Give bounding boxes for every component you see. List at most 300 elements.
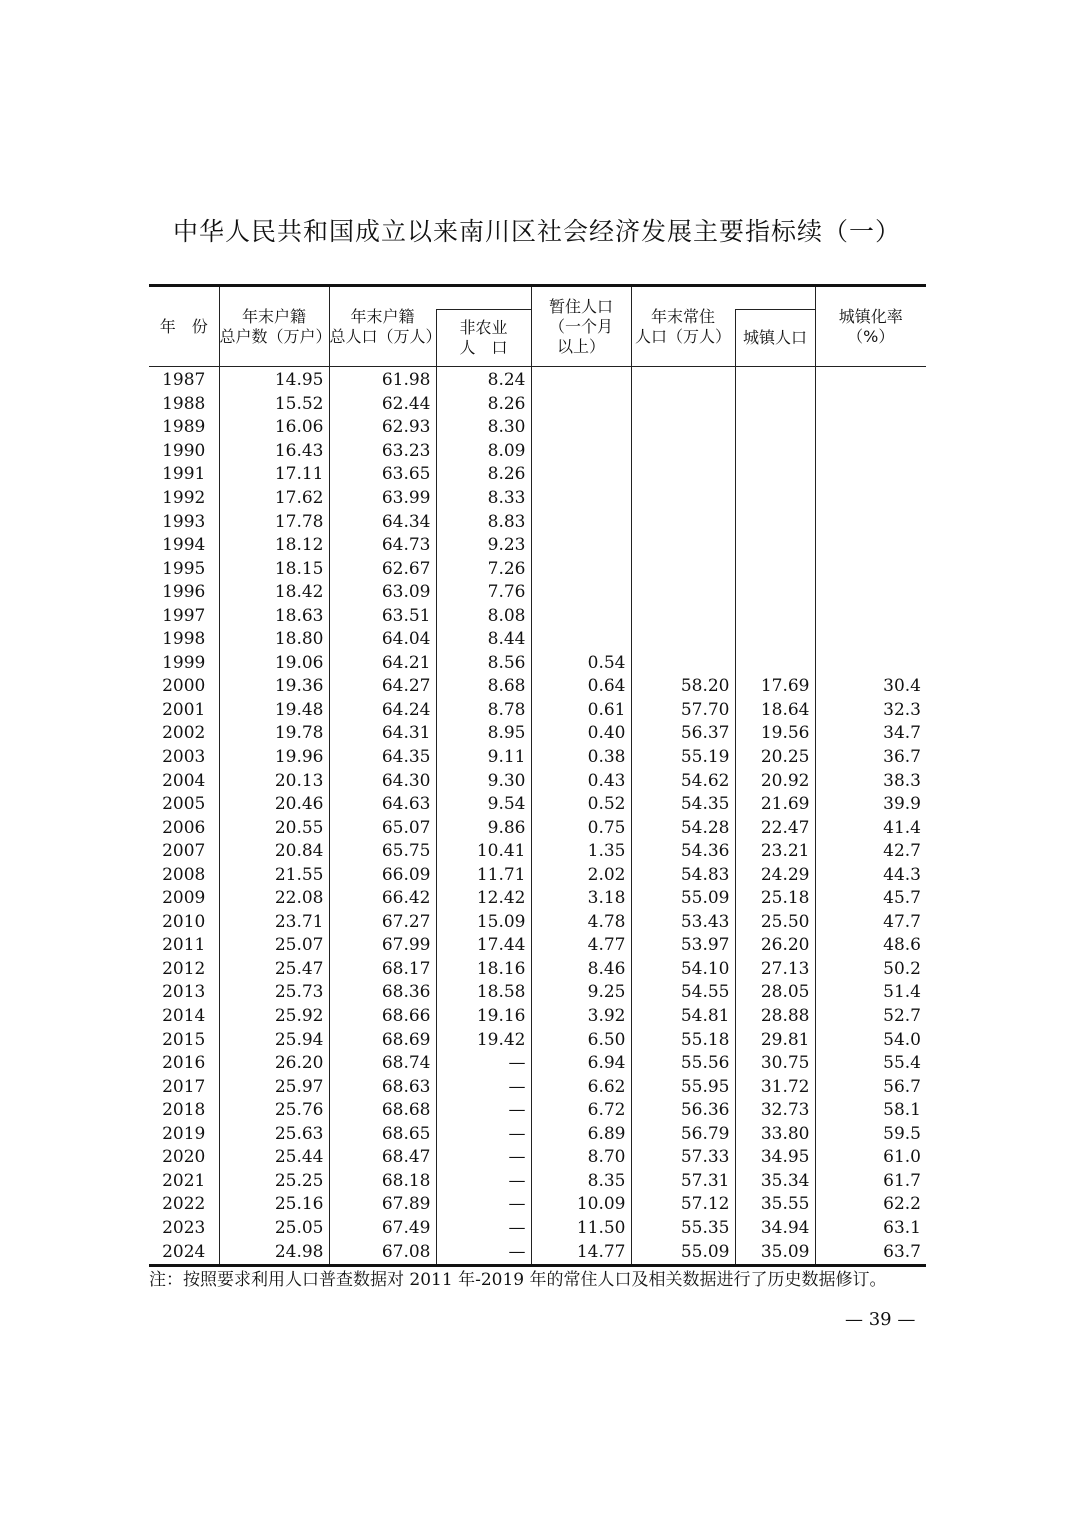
cell-urban-pop bbox=[735, 510, 815, 534]
cell-households: 23.71 bbox=[219, 911, 329, 935]
cell-urban-rate: 50.2 bbox=[815, 958, 926, 982]
cell-urban-pop: 28.05 bbox=[735, 981, 815, 1005]
cell-res-pop bbox=[631, 510, 735, 534]
table-row bbox=[149, 722, 926, 746]
cell-nonagri: — bbox=[436, 1123, 531, 1147]
cell-households: 20.46 bbox=[219, 793, 329, 817]
table-row bbox=[149, 652, 926, 676]
cell-households: 18.15 bbox=[219, 557, 329, 581]
cell-reg-pop: 63.99 bbox=[329, 487, 436, 511]
cell-res-pop: 56.37 bbox=[631, 722, 735, 746]
cell-year: 1999 bbox=[162, 652, 206, 673]
cell-households: 16.43 bbox=[219, 440, 329, 464]
cell-temp-pop: 4.77 bbox=[531, 934, 631, 958]
cell-urban-pop: 19.56 bbox=[735, 722, 815, 746]
cell-temp-pop bbox=[531, 367, 631, 393]
cell-urban-rate bbox=[815, 440, 926, 464]
cell-urban-rate: 32.3 bbox=[815, 699, 926, 723]
cell-reg-pop: 67.89 bbox=[329, 1193, 436, 1217]
cell-temp-pop: 6.50 bbox=[531, 1028, 631, 1052]
cell-urban-rate: 54.0 bbox=[815, 1028, 926, 1052]
cell-reg-pop: 68.65 bbox=[329, 1123, 436, 1147]
cell-nonagri: 8.83 bbox=[436, 510, 531, 534]
cell-year: 2017 bbox=[162, 1076, 206, 1097]
cell-households: 25.73 bbox=[219, 981, 329, 1005]
cell-urban-pop: 27.13 bbox=[735, 958, 815, 982]
cell-households: 17.11 bbox=[219, 463, 329, 487]
cell-reg-pop: 68.47 bbox=[329, 1146, 436, 1170]
cell-temp-pop: 10.09 bbox=[531, 1193, 631, 1217]
cell-urban-rate: 61.7 bbox=[815, 1170, 926, 1194]
cell-res-pop bbox=[631, 652, 735, 676]
table-row bbox=[149, 1075, 926, 1099]
header-temporary-population: 暂住人口 （一个月 以上） bbox=[531, 286, 631, 367]
cell-urban-rate bbox=[815, 393, 926, 417]
table-row bbox=[149, 463, 926, 487]
table-row bbox=[149, 1217, 926, 1241]
cell-reg-pop: 62.67 bbox=[329, 557, 436, 581]
cell-temp-pop: 6.94 bbox=[531, 1052, 631, 1076]
table-row bbox=[149, 1146, 926, 1170]
cell-nonagri: 8.33 bbox=[436, 487, 531, 511]
cell-year: 2001 bbox=[162, 699, 206, 720]
table-row bbox=[149, 863, 926, 887]
cell-nonagri: 9.11 bbox=[436, 746, 531, 770]
table-row bbox=[149, 367, 926, 393]
cell-nonagri: 8.95 bbox=[436, 722, 531, 746]
cell-year: 2008 bbox=[162, 864, 206, 885]
cell-temp-pop: 6.89 bbox=[531, 1123, 631, 1147]
cell-urban-rate bbox=[815, 581, 926, 605]
cell-res-pop: 57.31 bbox=[631, 1170, 735, 1194]
cell-nonagri: 8.44 bbox=[436, 628, 531, 652]
cell-res-pop: 53.97 bbox=[631, 934, 735, 958]
cell-households: 25.05 bbox=[219, 1217, 329, 1241]
cell-households: 25.97 bbox=[219, 1075, 329, 1099]
cell-urban-pop: 35.09 bbox=[735, 1240, 815, 1265]
cell-res-pop: 54.83 bbox=[631, 863, 735, 887]
table-row bbox=[149, 534, 926, 558]
cell-households: 25.25 bbox=[219, 1170, 329, 1194]
cell-households: 26.20 bbox=[219, 1052, 329, 1076]
cell-urban-rate bbox=[815, 367, 926, 393]
cell-res-pop bbox=[631, 416, 735, 440]
cell-res-pop: 55.09 bbox=[631, 887, 735, 911]
cell-urban-rate bbox=[815, 557, 926, 581]
cell-temp-pop bbox=[531, 581, 631, 605]
cell-nonagri: 8.56 bbox=[436, 652, 531, 676]
cell-households: 18.63 bbox=[219, 604, 329, 628]
cell-households: 25.47 bbox=[219, 958, 329, 982]
cell-res-pop: 57.12 bbox=[631, 1193, 735, 1217]
cell-urban-rate bbox=[815, 628, 926, 652]
table-row bbox=[149, 981, 926, 1005]
table-row bbox=[149, 557, 926, 581]
cell-temp-pop bbox=[531, 510, 631, 534]
cell-households: 14.95 bbox=[219, 367, 329, 393]
cell-urban-rate bbox=[815, 604, 926, 628]
footnote: 注：按照要求利用人口普查数据对 2011 年-2019 年的常住人口及相关数据进行了历史数据修订。 bbox=[149, 1270, 887, 1290]
cell-households: 19.36 bbox=[219, 675, 329, 699]
cell-nonagri: 9.23 bbox=[436, 534, 531, 558]
cell-year: 2006 bbox=[162, 817, 206, 838]
cell-urban-pop bbox=[735, 534, 815, 558]
cell-urban-pop: 20.92 bbox=[735, 769, 815, 793]
cell-urban-rate: 34.7 bbox=[815, 722, 926, 746]
table-row bbox=[149, 934, 926, 958]
cell-households: 19.96 bbox=[219, 746, 329, 770]
cell-temp-pop: 8.35 bbox=[531, 1170, 631, 1194]
cell-households: 19.06 bbox=[219, 652, 329, 676]
cell-urban-rate: 61.0 bbox=[815, 1146, 926, 1170]
cell-res-pop: 55.95 bbox=[631, 1075, 735, 1099]
table-row bbox=[149, 1193, 926, 1217]
cell-households: 20.13 bbox=[219, 769, 329, 793]
cell-res-pop bbox=[631, 557, 735, 581]
cell-urban-rate: 62.2 bbox=[815, 1193, 926, 1217]
cell-temp-pop: 0.75 bbox=[531, 816, 631, 840]
table-row bbox=[149, 440, 926, 464]
table-row bbox=[149, 487, 926, 511]
cell-temp-pop: 2.02 bbox=[531, 863, 631, 887]
cell-nonagri: 9.30 bbox=[436, 769, 531, 793]
cell-urban-pop: 25.18 bbox=[735, 887, 815, 911]
cell-urban-rate bbox=[815, 416, 926, 440]
cell-res-pop: 55.09 bbox=[631, 1240, 735, 1265]
cell-temp-pop: 0.43 bbox=[531, 769, 631, 793]
cell-res-pop: 54.55 bbox=[631, 981, 735, 1005]
table-row bbox=[149, 958, 926, 982]
cell-year: 2013 bbox=[162, 982, 206, 1003]
cell-res-pop bbox=[631, 534, 735, 558]
cell-temp-pop bbox=[531, 440, 631, 464]
cell-nonagri: 12.42 bbox=[436, 887, 531, 911]
cell-urban-pop: 25.50 bbox=[735, 911, 815, 935]
cell-urban-pop bbox=[735, 604, 815, 628]
header-registered-population: 年末户籍 总人口（万人） bbox=[329, 286, 436, 367]
cell-nonagri: 8.08 bbox=[436, 604, 531, 628]
cell-urban-pop: 34.94 bbox=[735, 1217, 815, 1241]
cell-year: 2003 bbox=[162, 747, 206, 768]
cell-year: 1992 bbox=[162, 488, 206, 508]
cell-urban-rate: 52.7 bbox=[815, 1005, 926, 1029]
cell-nonagri: — bbox=[436, 1170, 531, 1194]
cell-urban-rate: 39.9 bbox=[815, 793, 926, 817]
cell-temp-pop: 0.54 bbox=[531, 652, 631, 676]
cell-nonagri: 15.09 bbox=[436, 911, 531, 935]
cell-urban-pop: 35.55 bbox=[735, 1193, 815, 1217]
cell-urban-pop bbox=[735, 440, 815, 464]
cell-urban-pop: 21.69 bbox=[735, 793, 815, 817]
cell-nonagri: — bbox=[436, 1099, 531, 1123]
cell-reg-pop: 68.66 bbox=[329, 1005, 436, 1029]
cell-urban-pop: 34.95 bbox=[735, 1146, 815, 1170]
table-row bbox=[149, 1123, 926, 1147]
cell-nonagri: 11.71 bbox=[436, 863, 531, 887]
cell-households: 25.07 bbox=[219, 934, 329, 958]
cell-res-pop: 55.56 bbox=[631, 1052, 735, 1076]
table-row bbox=[149, 510, 926, 534]
cell-reg-pop: 66.42 bbox=[329, 887, 436, 911]
cell-reg-pop: 62.44 bbox=[329, 393, 436, 417]
table-row bbox=[149, 604, 926, 628]
cell-reg-pop: 64.30 bbox=[329, 769, 436, 793]
cell-temp-pop: 8.46 bbox=[531, 958, 631, 982]
cell-year: 2018 bbox=[162, 1100, 206, 1121]
cell-reg-pop: 68.36 bbox=[329, 981, 436, 1005]
table-row bbox=[149, 393, 926, 417]
cell-reg-pop: 64.35 bbox=[329, 746, 436, 770]
cell-res-pop: 54.36 bbox=[631, 840, 735, 864]
cell-res-pop: 57.33 bbox=[631, 1146, 735, 1170]
cell-urban-rate bbox=[815, 534, 926, 558]
cell-nonagri: — bbox=[436, 1240, 531, 1265]
cell-year: 1987 bbox=[162, 370, 206, 391]
cell-reg-pop: 68.63 bbox=[329, 1075, 436, 1099]
cell-urban-pop bbox=[735, 581, 815, 605]
cell-reg-pop: 67.49 bbox=[329, 1217, 436, 1241]
cell-reg-pop: 63.51 bbox=[329, 604, 436, 628]
cell-urban-rate: 51.4 bbox=[815, 981, 926, 1005]
page-number: — 39 — bbox=[845, 1309, 916, 1330]
cell-nonagri: — bbox=[436, 1052, 531, 1076]
cell-nonagri: 8.09 bbox=[436, 440, 531, 464]
cell-urban-pop bbox=[735, 393, 815, 417]
cell-res-pop: 56.36 bbox=[631, 1099, 735, 1123]
cell-urban-rate: 38.3 bbox=[815, 769, 926, 793]
cell-year: 2009 bbox=[162, 888, 206, 909]
cell-nonagri: 9.54 bbox=[436, 793, 531, 817]
cell-year: 2022 bbox=[162, 1194, 206, 1215]
table-row bbox=[149, 1099, 926, 1123]
cell-year: 2010 bbox=[162, 911, 206, 932]
cell-temp-pop: 11.50 bbox=[531, 1217, 631, 1241]
cell-nonagri: 9.86 bbox=[436, 816, 531, 840]
cell-reg-pop: 63.09 bbox=[329, 581, 436, 605]
cell-year: 1998 bbox=[162, 629, 206, 650]
cell-nonagri: 19.42 bbox=[436, 1028, 531, 1052]
cell-year: 2019 bbox=[162, 1123, 206, 1144]
cell-temp-pop bbox=[531, 534, 631, 558]
cell-temp-pop bbox=[531, 463, 631, 487]
table-row bbox=[149, 1170, 926, 1194]
cell-reg-pop: 67.99 bbox=[329, 934, 436, 958]
cell-res-pop: 54.10 bbox=[631, 958, 735, 982]
cell-urban-pop: 35.34 bbox=[735, 1170, 815, 1194]
cell-households: 15.52 bbox=[219, 393, 329, 417]
cell-households: 20.55 bbox=[219, 816, 329, 840]
cell-urban-rate: 63.7 bbox=[815, 1240, 926, 1265]
cell-urban-rate: 59.5 bbox=[815, 1123, 926, 1147]
cell-year: 2000 bbox=[162, 676, 206, 697]
cell-households: 17.62 bbox=[219, 487, 329, 511]
cell-year: 2002 bbox=[162, 723, 206, 744]
cell-households: 18.42 bbox=[219, 581, 329, 605]
cell-temp-pop: 1.35 bbox=[531, 840, 631, 864]
cell-reg-pop: 61.98 bbox=[329, 367, 436, 393]
cell-urban-pop: 31.72 bbox=[735, 1075, 815, 1099]
cell-temp-pop: 3.92 bbox=[531, 1005, 631, 1029]
cell-urban-pop: 23.21 bbox=[735, 840, 815, 864]
cell-res-pop: 54.28 bbox=[631, 816, 735, 840]
header-urban-population: 城镇人口 bbox=[735, 310, 815, 367]
cell-res-pop bbox=[631, 487, 735, 511]
cell-reg-pop: 64.04 bbox=[329, 628, 436, 652]
cell-year: 2004 bbox=[162, 770, 206, 791]
table-row bbox=[149, 699, 926, 723]
cell-year: 1995 bbox=[162, 558, 206, 579]
cell-year: 1996 bbox=[162, 582, 206, 603]
cell-reg-pop: 67.08 bbox=[329, 1240, 436, 1265]
cell-urban-pop: 24.29 bbox=[735, 863, 815, 887]
cell-reg-pop: 68.17 bbox=[329, 958, 436, 982]
cell-urban-rate: 47.7 bbox=[815, 911, 926, 935]
cell-res-pop: 55.35 bbox=[631, 1217, 735, 1241]
cell-temp-pop: 6.62 bbox=[531, 1075, 631, 1099]
cell-urban-rate: 44.3 bbox=[815, 863, 926, 887]
cell-nonagri: 8.30 bbox=[436, 416, 531, 440]
cell-urban-pop bbox=[735, 557, 815, 581]
cell-reg-pop: 66.09 bbox=[329, 863, 436, 887]
cell-res-pop: 54.62 bbox=[631, 769, 735, 793]
cell-households: 25.94 bbox=[219, 1028, 329, 1052]
cell-households: 17.78 bbox=[219, 510, 329, 534]
cell-urban-pop bbox=[735, 487, 815, 511]
header-resident-population: 年末常住 人口（万人） bbox=[631, 286, 735, 367]
table-row bbox=[149, 1028, 926, 1052]
cell-urban-rate bbox=[815, 652, 926, 676]
cell-temp-pop bbox=[531, 416, 631, 440]
cell-households: 25.16 bbox=[219, 1193, 329, 1217]
cell-year: 2007 bbox=[162, 841, 206, 862]
table-row bbox=[149, 1005, 926, 1029]
cell-households: 16.06 bbox=[219, 416, 329, 440]
cell-res-pop: 58.20 bbox=[631, 675, 735, 699]
table-row bbox=[149, 581, 926, 605]
cell-nonagri: 8.24 bbox=[436, 367, 531, 393]
cell-temp-pop: 4.78 bbox=[531, 911, 631, 935]
cell-nonagri: 8.68 bbox=[436, 675, 531, 699]
cell-year: 1997 bbox=[162, 605, 206, 626]
cell-nonagri: — bbox=[436, 1217, 531, 1241]
cell-households: 18.80 bbox=[219, 628, 329, 652]
cell-reg-pop: 68.74 bbox=[329, 1052, 436, 1076]
cell-temp-pop: 6.72 bbox=[531, 1099, 631, 1123]
cell-nonagri: 18.16 bbox=[436, 958, 531, 982]
cell-reg-pop: 64.21 bbox=[329, 652, 436, 676]
cell-temp-pop: 0.40 bbox=[531, 722, 631, 746]
cell-reg-pop: 64.73 bbox=[329, 534, 436, 558]
table-row bbox=[149, 1240, 926, 1265]
cell-urban-pop: 30.75 bbox=[735, 1052, 815, 1076]
table-row bbox=[149, 840, 926, 864]
table-row bbox=[149, 793, 926, 817]
cell-temp-pop: 8.70 bbox=[531, 1146, 631, 1170]
cell-year: 1988 bbox=[162, 393, 206, 414]
cell-households: 25.92 bbox=[219, 1005, 329, 1029]
cell-year: 1993 bbox=[162, 511, 206, 532]
cell-urban-pop: 20.25 bbox=[735, 746, 815, 770]
cell-res-pop bbox=[631, 393, 735, 417]
cell-year: 2020 bbox=[162, 1147, 206, 1168]
cell-temp-pop: 3.18 bbox=[531, 887, 631, 911]
cell-nonagri: 10.41 bbox=[436, 840, 531, 864]
cell-nonagri: — bbox=[436, 1193, 531, 1217]
cell-temp-pop: 9.25 bbox=[531, 981, 631, 1005]
cell-res-pop bbox=[631, 367, 735, 393]
cell-reg-pop: 63.23 bbox=[329, 440, 436, 464]
cell-urban-rate: 58.1 bbox=[815, 1099, 926, 1123]
cell-urban-pop bbox=[735, 463, 815, 487]
cell-urban-pop: 33.80 bbox=[735, 1123, 815, 1147]
cell-urban-rate: 48.6 bbox=[815, 934, 926, 958]
cell-year: 2014 bbox=[162, 1006, 206, 1027]
cell-res-pop bbox=[631, 604, 735, 628]
cell-res-pop bbox=[631, 628, 735, 652]
cell-urban-pop: 18.64 bbox=[735, 699, 815, 723]
cell-households: 19.48 bbox=[219, 699, 329, 723]
cell-reg-pop: 63.65 bbox=[329, 463, 436, 487]
cell-year: 2012 bbox=[162, 958, 206, 979]
cell-res-pop: 57.70 bbox=[631, 699, 735, 723]
cell-urban-rate bbox=[815, 510, 926, 534]
cell-reg-pop: 64.34 bbox=[329, 510, 436, 534]
cell-temp-pop bbox=[531, 628, 631, 652]
cell-reg-pop: 68.68 bbox=[329, 1099, 436, 1123]
cell-reg-pop: 65.07 bbox=[329, 816, 436, 840]
table-row bbox=[149, 769, 926, 793]
page-title: 中华人民共和国成立以来南川区社会经济发展主要指标续（一） bbox=[172, 217, 901, 246]
cell-temp-pop: 0.61 bbox=[531, 699, 631, 723]
cell-year: 1990 bbox=[162, 440, 206, 461]
table-row bbox=[149, 1052, 926, 1076]
cell-urban-pop bbox=[735, 416, 815, 440]
cell-households: 18.12 bbox=[219, 534, 329, 558]
cell-year: 2015 bbox=[162, 1029, 206, 1050]
cell-nonagri: 8.26 bbox=[436, 463, 531, 487]
cell-temp-pop bbox=[531, 557, 631, 581]
cell-temp-pop bbox=[531, 487, 631, 511]
header-nonagricultural-population: 非农业 人 口 bbox=[436, 310, 531, 367]
cell-reg-pop: 65.75 bbox=[329, 840, 436, 864]
cell-reg-pop: 64.31 bbox=[329, 722, 436, 746]
cell-households: 19.78 bbox=[219, 722, 329, 746]
cell-nonagri: — bbox=[436, 1075, 531, 1099]
cell-year: 2016 bbox=[162, 1053, 206, 1074]
cell-year: 2021 bbox=[162, 1170, 206, 1191]
cell-households: 25.44 bbox=[219, 1146, 329, 1170]
cell-urban-rate: 30.4 bbox=[815, 675, 926, 699]
cell-urban-rate: 45.7 bbox=[815, 887, 926, 911]
table-row bbox=[149, 816, 926, 840]
cell-nonagri: 19.16 bbox=[436, 1005, 531, 1029]
cell-urban-rate: 36.7 bbox=[815, 746, 926, 770]
cell-urban-pop bbox=[735, 367, 815, 393]
table-row bbox=[149, 746, 926, 770]
cell-urban-rate: 42.7 bbox=[815, 840, 926, 864]
cell-res-pop bbox=[631, 440, 735, 464]
cell-year: 1994 bbox=[162, 535, 206, 556]
cell-households: 25.76 bbox=[219, 1099, 329, 1123]
cell-households: 25.63 bbox=[219, 1123, 329, 1147]
cell-year: 2024 bbox=[149, 1240, 219, 1265]
cell-res-pop: 56.79 bbox=[631, 1123, 735, 1147]
cell-reg-pop: 64.27 bbox=[329, 675, 436, 699]
cell-reg-pop: 64.24 bbox=[329, 699, 436, 723]
cell-households: 21.55 bbox=[219, 863, 329, 887]
cell-urban-rate bbox=[815, 487, 926, 511]
cell-households: 24.98 bbox=[219, 1240, 329, 1265]
